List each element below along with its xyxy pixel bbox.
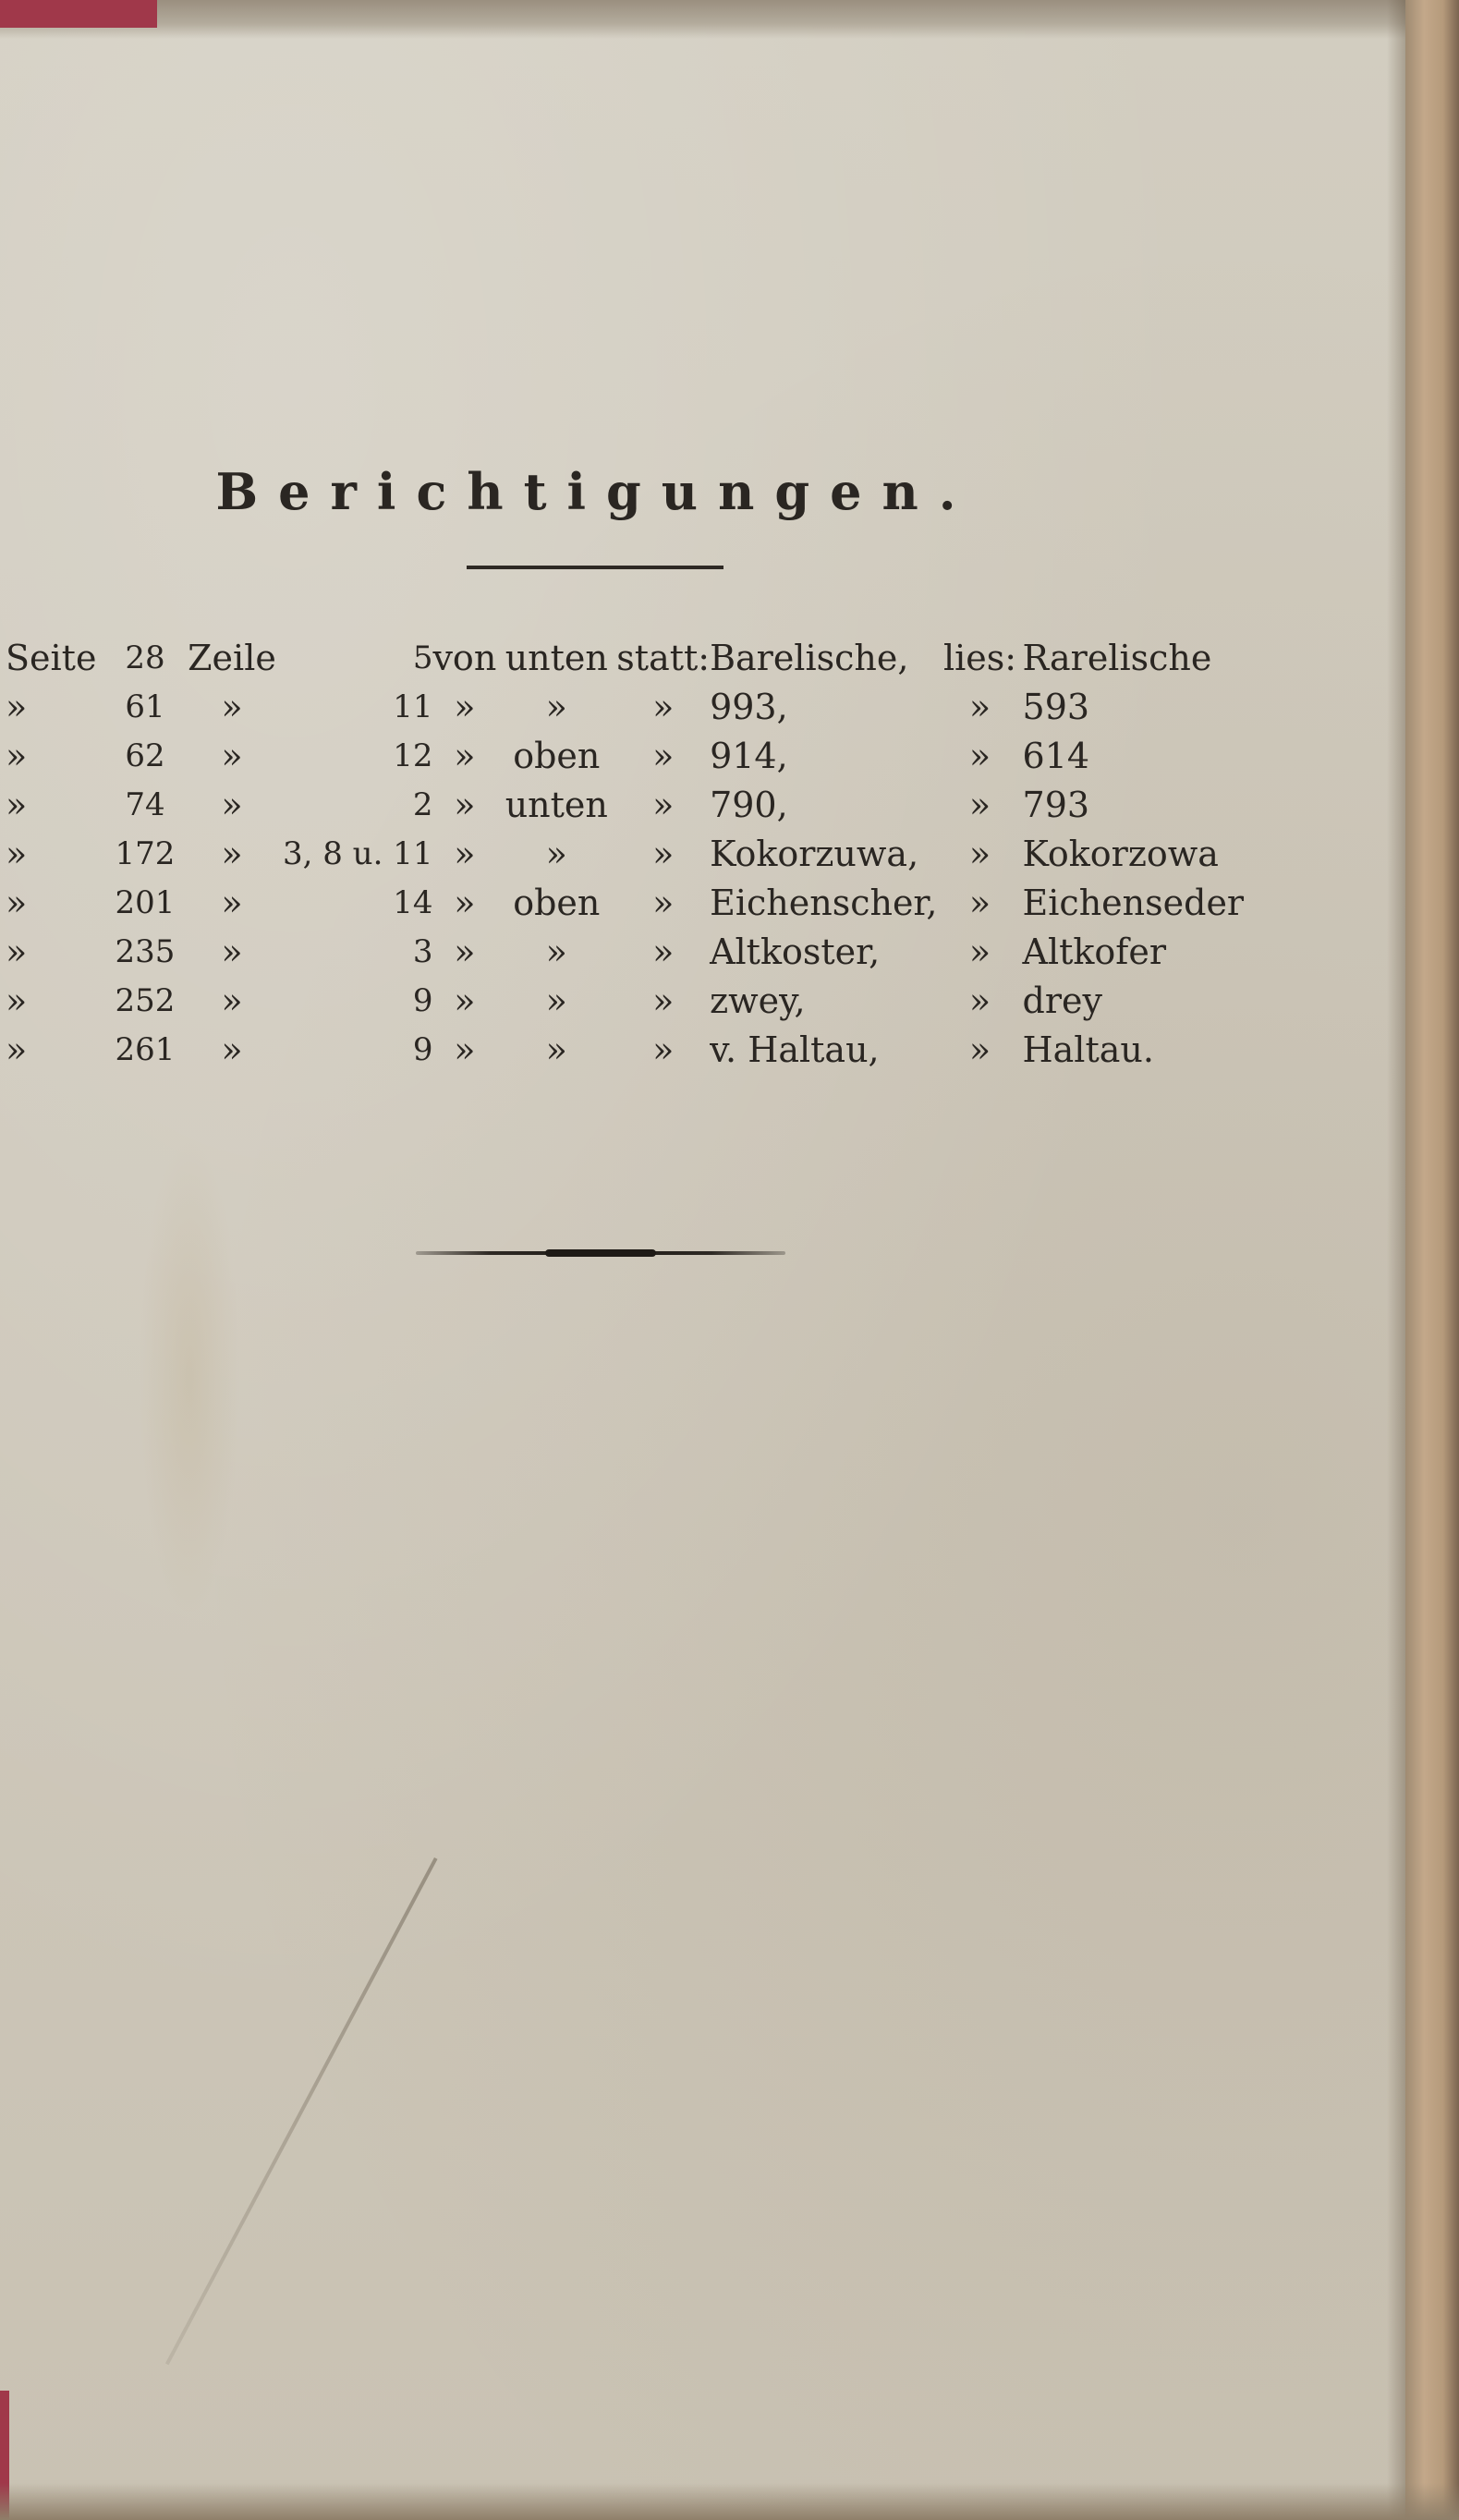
errata-von: » — [454, 882, 476, 923]
errata-seite: » — [6, 735, 28, 776]
errata-lies: » — [968, 1029, 991, 1070]
errata-lies: » — [968, 980, 991, 1021]
errata-seite: » — [6, 980, 28, 1021]
errata-zeile: » — [221, 735, 243, 776]
paper-stain — [139, 1137, 240, 1617]
errata-statt: » — [652, 833, 675, 874]
errata-lies: » — [968, 833, 991, 874]
errata-direction: » — [545, 1029, 567, 1070]
page-right-edge — [1405, 0, 1459, 2520]
errata-statt: » — [652, 735, 675, 776]
errata-page-number: 201 — [115, 883, 176, 921]
errata-row — [6, 633, 1244, 682]
errata-seite: » — [6, 931, 28, 972]
errata-line-number: 9 — [412, 1030, 433, 1068]
errata-direction: » — [545, 686, 567, 727]
errata-page-number: 61 — [125, 688, 165, 725]
closing-rule-center — [545, 1249, 656, 1257]
errata-direction: oben — [513, 882, 601, 923]
errata-lies: » — [968, 931, 991, 972]
errata-row — [6, 780, 1244, 829]
errata-correct-text: 614 — [1022, 735, 1090, 776]
errata-lies: » — [968, 882, 991, 923]
errata-von: » — [454, 980, 476, 1021]
errata-line-number: 12 — [393, 737, 433, 774]
errata-lies: » — [968, 784, 991, 825]
errata-lies: » — [968, 735, 991, 776]
errata-correct-text: Kokorzowa — [1022, 833, 1219, 874]
errata-seite: » — [6, 882, 28, 923]
errata-statt: statt: — [616, 637, 711, 678]
errata-statt: » — [652, 784, 675, 825]
errata-page-number: 172 — [115, 834, 176, 872]
errata-von: » — [454, 784, 476, 825]
errata-wrong-text: 914, — [710, 735, 788, 776]
errata-row — [6, 829, 1244, 878]
errata-lies: lies: — [942, 637, 1017, 678]
errata-wrong-text: 993, — [710, 686, 788, 727]
title-rule — [467, 566, 723, 569]
errata-page-number: 235 — [115, 932, 176, 970]
errata-zeile: » — [221, 1029, 243, 1070]
errata-correct-text: 793 — [1022, 784, 1090, 825]
errata-wrong-text: Barelische, — [710, 637, 909, 678]
errata-zeile: Zeile — [188, 637, 276, 678]
page-bottom-edge — [0, 2483, 1459, 2520]
errata-wrong-text: Kokorzuwa, — [710, 833, 919, 874]
errata-row — [6, 878, 1244, 927]
errata-line-number: 5 — [412, 639, 433, 676]
errata-direction: » — [545, 980, 567, 1021]
paper-crease — [165, 1857, 438, 2365]
errata-page-number: 74 — [125, 785, 165, 823]
errata-zeile: » — [221, 784, 243, 825]
errata-statt: » — [652, 686, 675, 727]
errata-wrong-text: v. Haltau, — [710, 1029, 880, 1070]
errata-wrong-text: Eichenscher, — [710, 882, 938, 923]
errata-seite: » — [6, 833, 28, 874]
binding-cloth — [0, 0, 157, 28]
errata-page-number: 261 — [115, 1030, 176, 1068]
errata-seite: » — [6, 686, 28, 727]
page-title: Berichtigungen. — [215, 462, 977, 521]
errata-direction: unten — [505, 637, 608, 678]
page-fold-shadow — [1387, 0, 1405, 2520]
errata-zeile: » — [221, 882, 243, 923]
errata-von: » — [454, 686, 476, 727]
errata-direction: » — [545, 833, 567, 874]
errata-wrong-text: zwey, — [710, 980, 806, 1021]
errata-table — [6, 633, 1244, 1074]
errata-page-number: 62 — [125, 737, 165, 774]
errata-correct-text: 593 — [1022, 686, 1090, 727]
errata-correct-text: Eichenseder — [1022, 882, 1245, 923]
errata-wrong-text: Altkoster, — [710, 931, 881, 972]
errata-line-number: 11 — [393, 688, 433, 725]
errata-correct-text: Haltau. — [1022, 1029, 1154, 1070]
errata-statt: » — [652, 931, 675, 972]
errata-von: » — [454, 833, 476, 874]
errata-zeile: » — [221, 980, 243, 1021]
errata-line-number: 3, 8 u. 11 — [283, 834, 433, 872]
errata-correct-text: Rarelische — [1022, 637, 1212, 678]
errata-row — [6, 682, 1244, 731]
errata-row — [6, 927, 1244, 976]
errata-row — [6, 1025, 1244, 1074]
errata-von: » — [454, 1029, 476, 1070]
errata-correct-text: Altkofer — [1022, 931, 1167, 972]
errata-zeile: » — [221, 833, 243, 874]
errata-line-number: 3 — [412, 932, 433, 970]
errata-direction: unten — [505, 784, 608, 825]
errata-lies: » — [968, 686, 991, 727]
errata-direction: oben — [513, 735, 601, 776]
errata-von: von — [432, 637, 497, 678]
errata-wrong-text: 790, — [710, 784, 788, 825]
errata-line-number: 2 — [412, 785, 433, 823]
errata-line-number: 9 — [412, 981, 433, 1019]
errata-direction: » — [545, 931, 567, 972]
errata-von: » — [454, 931, 476, 972]
errata-seite: » — [6, 784, 28, 825]
errata-line-number: 14 — [393, 883, 433, 921]
errata-statt: » — [652, 980, 675, 1021]
errata-row — [6, 731, 1244, 780]
errata-page-number: 252 — [115, 981, 176, 1019]
errata-zeile: » — [221, 686, 243, 727]
page-top-edge — [0, 0, 1459, 39]
errata-row — [6, 976, 1244, 1025]
errata-von: » — [454, 735, 476, 776]
errata-page-number: 28 — [125, 639, 165, 676]
errata-correct-text: drey — [1022, 980, 1102, 1021]
errata-statt: » — [652, 882, 675, 923]
errata-seite: Seite — [6, 637, 97, 678]
errata-seite: » — [6, 1029, 28, 1070]
errata-statt: » — [652, 1029, 675, 1070]
errata-rows — [6, 633, 1244, 1074]
errata-zeile: » — [221, 931, 243, 972]
